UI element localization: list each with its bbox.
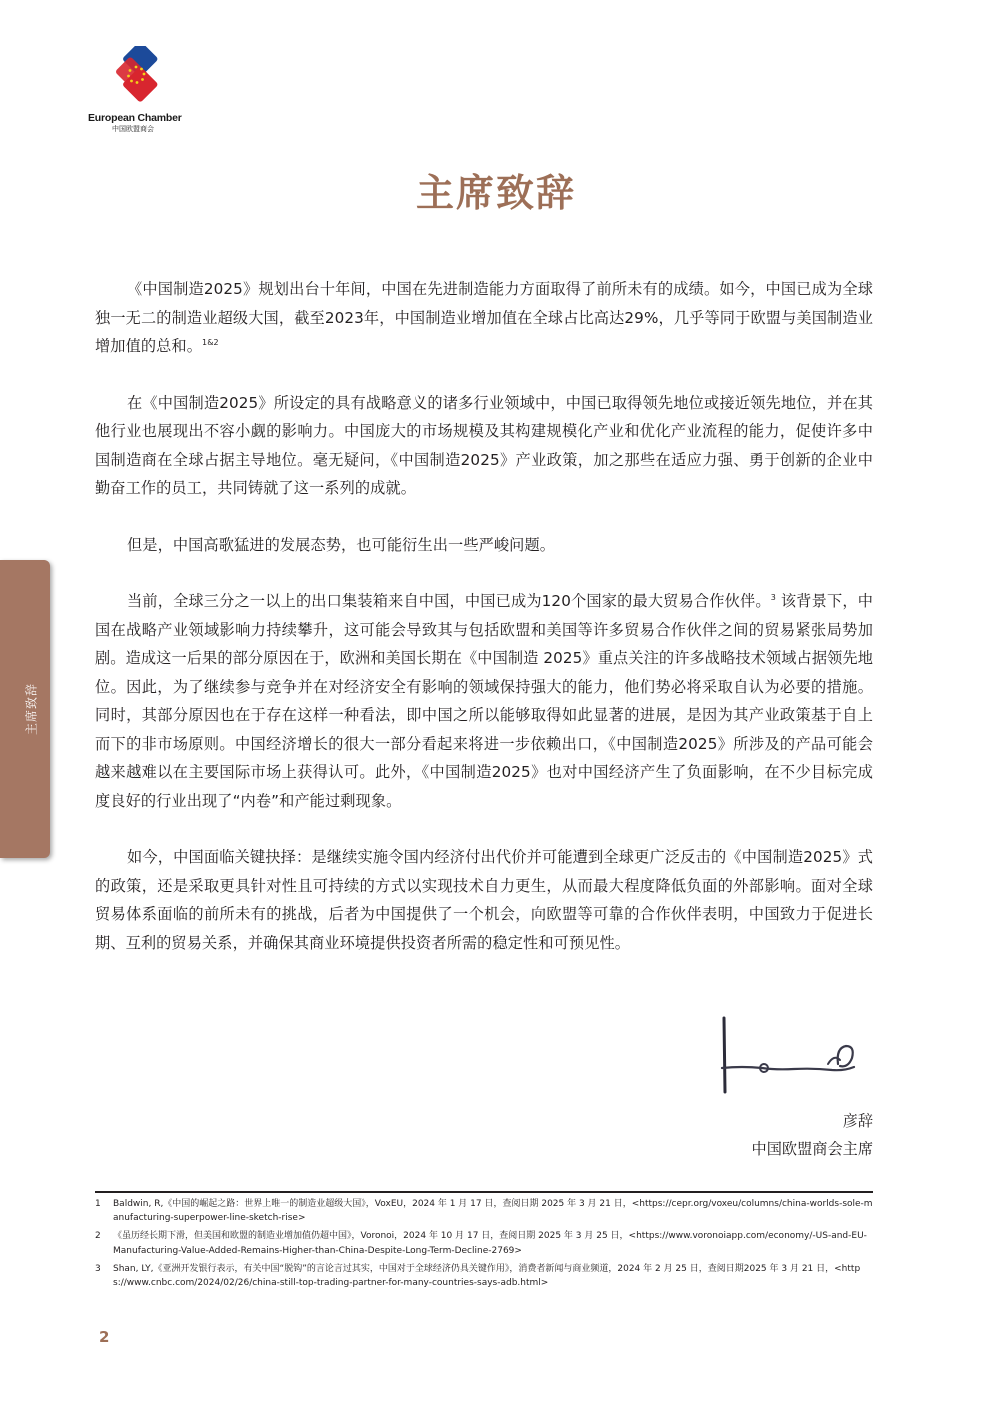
paragraph-text: 如今，中国面临关键抉择：是继续实施令国内经济付出代价并可能遭到全球更广泛反击的《中国制造2025》式的政策，还是采取更具针对性且可持续的方式以实现技术自力更生，从而最大程度降低负面的外部影响。面对全球贸易体系面临的前所未有的挑战，后者为中国提供了一个机会，向欧盟等可靠的合作伙伴表明，中国致力于促进长期、互利的贸易关系，并确保其商业环境提供投资者所需的稳定性和可预见性。 — [95, 848, 873, 952]
paragraph — [95, 587, 873, 815]
footnote-number: 2 — [95, 1231, 101, 1242]
footnote-text[interactable]: 《虽历经长期下滑，但美国和欧盟的制造业增加值仍超中国》，Voronoi，2024 年 10 月 17 日，查阅日期 2025 年 3 月 25 日，<https://www.voronoiapp.com/economy/-US-and-EU-Manufacturing-Value-Added-Remains-Higher-than-China-Despite-Long-Term-Decline-2769> — [113, 1231, 867, 1256]
footnote-ref[interactable]: 1&2 — [202, 337, 219, 347]
paragraph-text: 在《中国制造2025》所设定的具有战略意义的诸多行业领域中，中国已取得领先地位或接近领先地位，并在其他行业也展现出不容小觑的影响力。中国庞大的市场规模及其构建规模化产业和优化产业流程的能力，促使许多中国制造商在全球占据主导地位。毫无疑问，《中国制造2025》产业政策，加之那些在适应力强、勇于创新的企业中勤奋工作的员工，共同铸就了这一系列的成就。 — [95, 393, 873, 497]
footnote — [95, 1262, 873, 1290]
paragraph — [95, 275, 873, 361]
paragraph — [95, 843, 873, 957]
footnote-number: 1 — [95, 1199, 101, 1209]
paragraph-text: 但是，中国高歌猛进的发展态势，也可能衍生出一些严峻问题。 — [127, 535, 556, 554]
paragraph — [95, 389, 873, 503]
paragraph-text: 《中国制造2025》规划出台十年间，中国在先进制造能力方面取得了前所未有的成绩。如今，中国已成为全球独一无二的制造业超级大国，截至2023年，中国制造业增加值在全球占比高达29%，几乎等同于欧盟与美国制造业增加值的总和。 — [95, 280, 873, 355]
footnote-ref[interactable]: 3 — [770, 592, 776, 602]
footnote — [95, 1229, 873, 1257]
logo-name: European Chamber — [88, 112, 182, 124]
paragraph — [95, 531, 873, 560]
signatory-title: 中国欧盟商会主席 — [751, 1140, 873, 1158]
letter-body — [95, 275, 873, 985]
footnote-divider — [95, 1191, 873, 1193]
paragraph-text: 当前，全球三分之一以上的出口集装箱来自中国，中国已成为120个国家的最大贸易合作伙伴。 — [127, 592, 771, 610]
european-chamber-logo-icon — [106, 46, 166, 108]
footnote-text[interactable]: Shan, LY,《亚洲开发银行表示，有关中国“脱钩”的言论言过其实，中国对于全球经济仍具关键作用》，消费者新闻与商业频道，2024 年 2 月 25 日，查阅日期2025 年 3 月 21 日，<https://www.cnbc.com/2024/02/26/china-still-top-trading-partner-for-many-countries-says-adb.html> — [113, 1263, 861, 1289]
page-title: 主席致辞 — [415, 171, 576, 215]
page-number: 2 — [99, 1328, 110, 1346]
logo-subname: 中国欧盟商会 — [112, 125, 154, 133]
signatory-name: 彦辞 — [842, 1112, 873, 1130]
footnote — [95, 1197, 873, 1225]
footnotes — [95, 1197, 873, 1294]
footnote-text[interactable]: Baldwin, R,《中国的崛起之路：世界上唯一的制造业超级大国》，VoxEU，2024 年 1 月 17 日，查阅日期 2025 年 3 月 21 日，<https://cepr.org/voxeu/columns/china-worlds-sole-manufacturing-superpower-line-sketch-rise> — [113, 1199, 873, 1224]
side-section-tab-label: 主席致辞 — [24, 682, 39, 736]
handwritten-signature-icon — [718, 1014, 863, 1096]
paragraph-text-continued: 该背景下，中国在战略产业领域影响力持续攀升，这可能会导致其与包括欧盟和美国等许多贸易合作伙伴之间的贸易紧张局势加剧。造成这一后果的部分原因在于，欧洲和美国长期在《中国制造 2025》重点关注的许多战略技术领域占据领先地位。因此，为了继续参与竞争并在对经济安全有影响的领域保持强大的能力，他们势必将采取自认为必要的措施。同时，其部分原因也在于存在这样一种看法，即中国之所以能够取得如此显著的进展，是因为其产业政策基于自上而下的非市场原则。中国经济增长的很大一部分看起来将进一步依赖出口，《中国制造2025》所涉及的产品可能会越来越难以在主要国际市场上获得认可。此外，《中国制造2025》也对中国经济产生了负面影响，在不少目标完成度良好的行业出现了“内卷”和产能过剩现象。 — [95, 592, 873, 810]
european-chamber-logo — [88, 46, 188, 134]
footnote-number: 3 — [95, 1263, 101, 1274]
